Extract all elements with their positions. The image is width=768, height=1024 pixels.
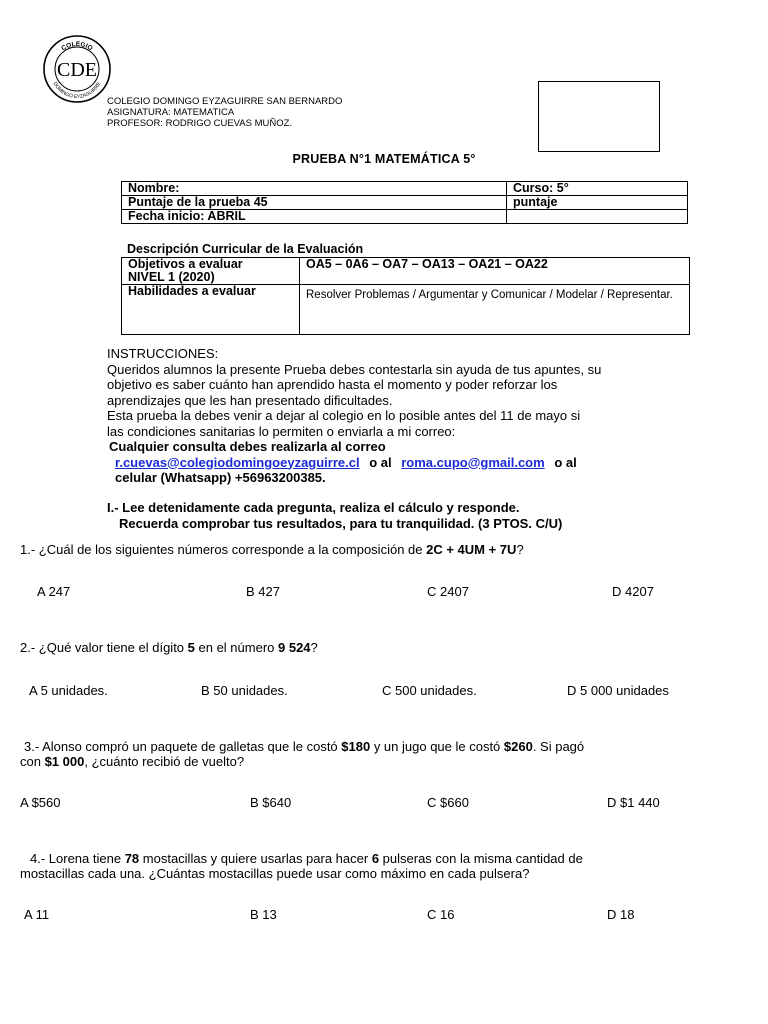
logo-initials: CDE bbox=[57, 59, 97, 81]
question-bold: 2C + 4UM + 7U bbox=[426, 542, 517, 557]
score-field[interactable]: puntaje bbox=[507, 196, 688, 210]
school-name: COLEGIO DOMINGO EYZAGUIRRE SAN BERNARDO bbox=[107, 96, 343, 107]
email-line bbox=[115, 455, 697, 471]
table-row bbox=[122, 182, 688, 196]
question-bold: 6 bbox=[371, 851, 380, 866]
student-info-table bbox=[121, 181, 688, 224]
question-text: 2.- ¿Qué valor tiene el dígito bbox=[20, 640, 188, 655]
contact-line: Cualquier consulta debes realizarla al correo bbox=[109, 439, 386, 454]
question-bold: $260 bbox=[503, 739, 533, 754]
curriculum-table bbox=[121, 257, 690, 335]
option-2a[interactable]: A 5 unidades. bbox=[29, 683, 108, 698]
question-4 bbox=[30, 851, 583, 867]
instructions-line: Esta prueba la debes venir a dejar al colegio en lo posible antes del 11 de mayo si bbox=[107, 408, 581, 423]
option-2d[interactable]: D 5 000 unidades bbox=[567, 683, 669, 698]
question-2 bbox=[20, 640, 318, 656]
question-4-line-2: mostacillas cada una. ¿Cuántas mostacillas puede usar como máximo en cada pulsera? bbox=[20, 866, 530, 881]
question-3 bbox=[24, 739, 584, 755]
question-text: , ¿cuánto recibió de vuelto? bbox=[84, 754, 245, 769]
instructions-line: objetivo es saber cuánto han aprendido hasta el momento y poder reforzar los bbox=[107, 377, 558, 392]
test-score-field: Puntaje de la prueba 45 bbox=[122, 196, 507, 210]
objectives-value: OA5 – 0A6 – OA7 – OA13 – OA21 – OA22 bbox=[300, 258, 690, 285]
option-4b[interactable]: B 13 bbox=[250, 907, 277, 922]
instructions-line: las condiciones sanitarias lo permiten o enviarla a mi correo: bbox=[107, 423, 456, 439]
objectives-label-line1: Objetivos a evaluar bbox=[128, 257, 243, 271]
school-header bbox=[107, 96, 342, 129]
option-1b[interactable]: B 427 bbox=[246, 584, 280, 599]
name-field[interactable]: Nombre: bbox=[122, 182, 507, 196]
option-4d[interactable]: D 18 bbox=[607, 907, 635, 922]
objectives-label-line2: NIVEL 1 (2020) bbox=[128, 270, 215, 284]
course-field: Curso: 5° bbox=[507, 182, 688, 196]
option-3a[interactable]: A $560 bbox=[20, 795, 61, 810]
section-line-1: I.- Lee detenidamente cada pregunta, realiza el cálculo y responde. bbox=[107, 500, 520, 515]
question-bold: $180 bbox=[341, 739, 371, 754]
instructions-heading: INSTRUCCIONES: bbox=[107, 346, 219, 361]
option-3d[interactable]: D $1 440 bbox=[607, 795, 660, 810]
phone-line: celular (Whatsapp) +56963200385. bbox=[115, 470, 326, 485]
instructions-line: aprendizajes que les han presentado dificultades. bbox=[107, 392, 393, 408]
instructions-line: Queridos alumnos la presente Prueba debes contestarla sin ayuda de tus apuntes, su bbox=[107, 361, 602, 377]
question-1 bbox=[20, 542, 524, 558]
table-row bbox=[122, 258, 690, 285]
table-row bbox=[122, 210, 688, 224]
question-bold: 78 bbox=[124, 851, 140, 866]
question-text: y un jugo que le costó bbox=[370, 739, 504, 754]
connector-text: o al bbox=[369, 454, 392, 470]
email-link-2[interactable]: roma.cupo@gmail.com bbox=[401, 454, 545, 470]
option-1d[interactable]: D 4207 bbox=[612, 584, 654, 599]
question-text: ? bbox=[310, 640, 318, 655]
question-text: con bbox=[20, 754, 45, 769]
option-1c[interactable]: C 2407 bbox=[427, 584, 469, 599]
question-text: 4.- Lorena tiene bbox=[30, 851, 125, 866]
connector-text: o al bbox=[554, 454, 577, 470]
question-bold: 9 524 bbox=[278, 640, 311, 655]
question-text: pulseras con la misma cantidad de bbox=[379, 851, 583, 866]
option-3b[interactable]: B $640 bbox=[250, 795, 292, 810]
logo-top-text: COLEGIO bbox=[60, 40, 94, 53]
question-text: ? bbox=[516, 542, 524, 557]
instructions bbox=[107, 346, 697, 486]
email-link-1[interactable]: r.cuevas@colegiodomingoeyzaguirre.cl bbox=[115, 454, 360, 470]
option-4c[interactable]: C 16 bbox=[427, 907, 455, 922]
start-date-field: Fecha inicio: ABRIL bbox=[122, 210, 507, 224]
question-text: 1.- ¿Cuál de los siguientes números corresponde a la composición de bbox=[20, 542, 427, 557]
section-heading bbox=[107, 500, 562, 531]
question-bold: 5 bbox=[187, 640, 195, 655]
option-1a[interactable]: A 247 bbox=[37, 584, 71, 599]
question-text: . Si pagó bbox=[532, 739, 585, 754]
table-row bbox=[122, 285, 690, 335]
question-bold: $1 000 bbox=[44, 754, 85, 769]
question-text: mostacillas y quiere usarlas para hacer bbox=[139, 851, 372, 866]
option-3c[interactable]: C $660 bbox=[427, 795, 469, 810]
option-2c[interactable]: C 500 unidades. bbox=[382, 683, 477, 698]
question-3-line-2 bbox=[20, 754, 244, 770]
svg-text:COLEGIO bbox=[60, 41, 93, 52]
empty-cell bbox=[507, 210, 688, 224]
teacher-line: PROFESOR: RODRIGO CUEVAS MUÑOZ. bbox=[107, 118, 293, 129]
objectives-label bbox=[122, 258, 300, 285]
option-2b[interactable]: B 50 unidades. bbox=[201, 683, 288, 698]
page-title: PRUEBA N°1 MATEMÁTICA 5° bbox=[292, 152, 476, 166]
option-4a[interactable]: A 11 bbox=[24, 907, 50, 922]
question-text: 3.- Alonso compró un paquete de galletas que le costó bbox=[24, 739, 342, 754]
grade-box bbox=[538, 81, 660, 152]
skills-value: Resolver Problemas / Argumentar y Comunicar / Modelar / Representar. bbox=[300, 285, 690, 335]
table-row bbox=[122, 196, 688, 210]
logo-bottom-text: DOMINGO EYZAGUIRRE bbox=[51, 81, 103, 101]
school-logo bbox=[42, 34, 112, 104]
skills-label: Habilidades a evaluar bbox=[122, 285, 300, 335]
subject-line: ASIGNATURA: MATEMATICA bbox=[107, 107, 235, 118]
question-text: en el número bbox=[194, 640, 278, 655]
section-line-2: Recuerda comprobar tus resultados, para tu tranquilidad. (3 PTOS. C/U) bbox=[119, 515, 563, 531]
curriculum-heading: Descripción Curricular de la Evaluación bbox=[127, 242, 364, 256]
